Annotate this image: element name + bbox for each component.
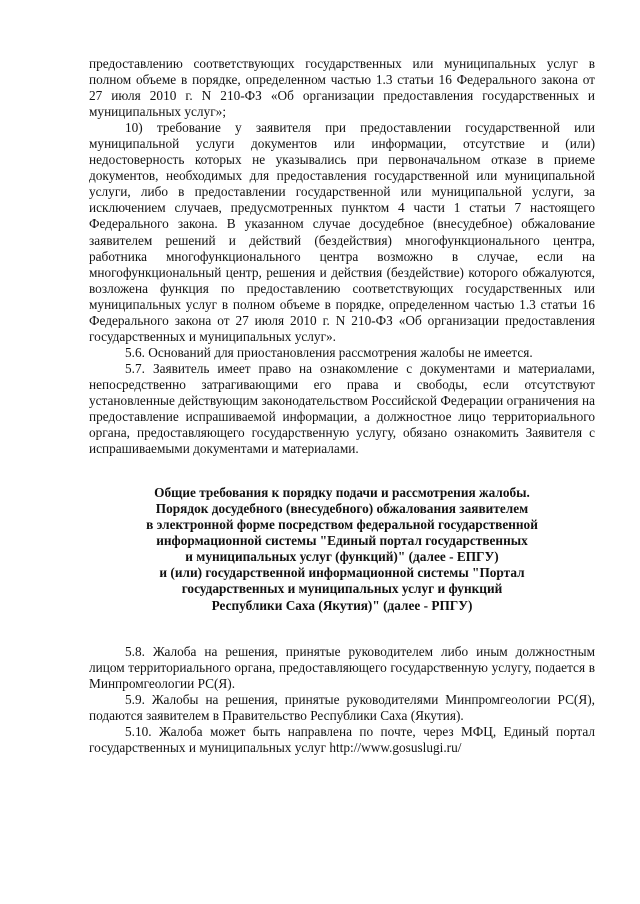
heading-line: и (или) государственной информационной системы "Портал (159, 565, 525, 581)
heading-line: Общие требования к порядку подачи и рассмотрения жалобы. (154, 485, 530, 501)
heading-line: государственных и муниципальных услуг и функций (181, 581, 503, 597)
heading-line: в электронной форме посредством федеральной государственной (146, 517, 538, 533)
heading-line: Порядок досудебного (внесудебного) обжалования заявителем (155, 501, 529, 517)
paragraph-item-10: 10) требование у заявителя при предоставлении государственной или муниципальной услуги документов или информации, отсутствие и (или) недостоверность которых не указывались при первоначальном отказе в приеме документов, необходимых для предоставления государственной или муниципальной услуги, либо в предоставлении государственной или муниципальной услуги, за исключением случаев, предусмотренных пунктом 4 части 1 статьи 7 настоящего Федерального закона. В указанном случае досудебное (внесудебное) обжалование заявителем решений и действий (бездействия) многофункционального центра, работника многофункционального центра возможно в случае, если на многофункциональный центр, решения и действия (бездействие) которого обжалуются, возложена функция по предоставлению соответствующих государственных или муниципальных услуг в полном объеме в порядке, определенном частью 1.3 статьи 16 Федерального закона от 27 июля 2010 г. N 210-ФЗ «Об организации предоставления государственных и муниципальных услуг». (89, 120, 595, 344)
section-heading (89, 485, 595, 613)
heading-line: информационной системы "Единый портал государственных (156, 533, 528, 549)
paragraph-5-6: 5.6. Оснований для приостановления рассмотрения жалобы не имеется. (125, 344, 533, 360)
document-page (89, 56, 595, 756)
heading-line: Республики Саха (Якутия)" (далее - РПГУ) (211, 597, 473, 613)
paragraph-5-10: 5.10. Жалоба может быть направлена по почте, через МФЦ, Единый портал государственных и муниципальных услуг http://www.gosuslugi.ru/ (89, 723, 595, 755)
heading-line: и муниципальных услуг (функций)" (далее - ЕПГУ) (185, 549, 499, 565)
paragraph-5-8: 5.8. Жалоба на решения, принятые руководителем либо иным должностным лицом территориального органа, предоставляющего государственную услугу, подается в Минпромгеологии РС(Я). (89, 643, 595, 691)
paragraph-continuation: предоставлению соответствующих государственных или муниципальных услуг в полном объеме в порядке, определенном частью 1.3 статьи 16 Федерального закона от 27 июля 2010 г. N 210-ФЗ «Об организации предоставления государственных и муниципальных услуг»; (89, 56, 595, 120)
paragraph-5-9: 5.9. Жалобы на решения, принятые руководителями Минпромгеологии РС(Я), подаются заявителем в Правительство Республики Саха (Якутия). (89, 691, 595, 723)
paragraph-5-7: 5.7. Заявитель имеет право на ознакомление с документами и материалами, непосредственно затрагивающими его права и свободы, если отсутствуют установленные действующим законодательством Российской Федерации ограничения на предоставление испрашиваемой информации, а должностное лицо территориального органа, предоставляющего государственную услугу, обязано ознакомить Заявителя с испрашиваемыми документами и материалами. (89, 360, 595, 457)
